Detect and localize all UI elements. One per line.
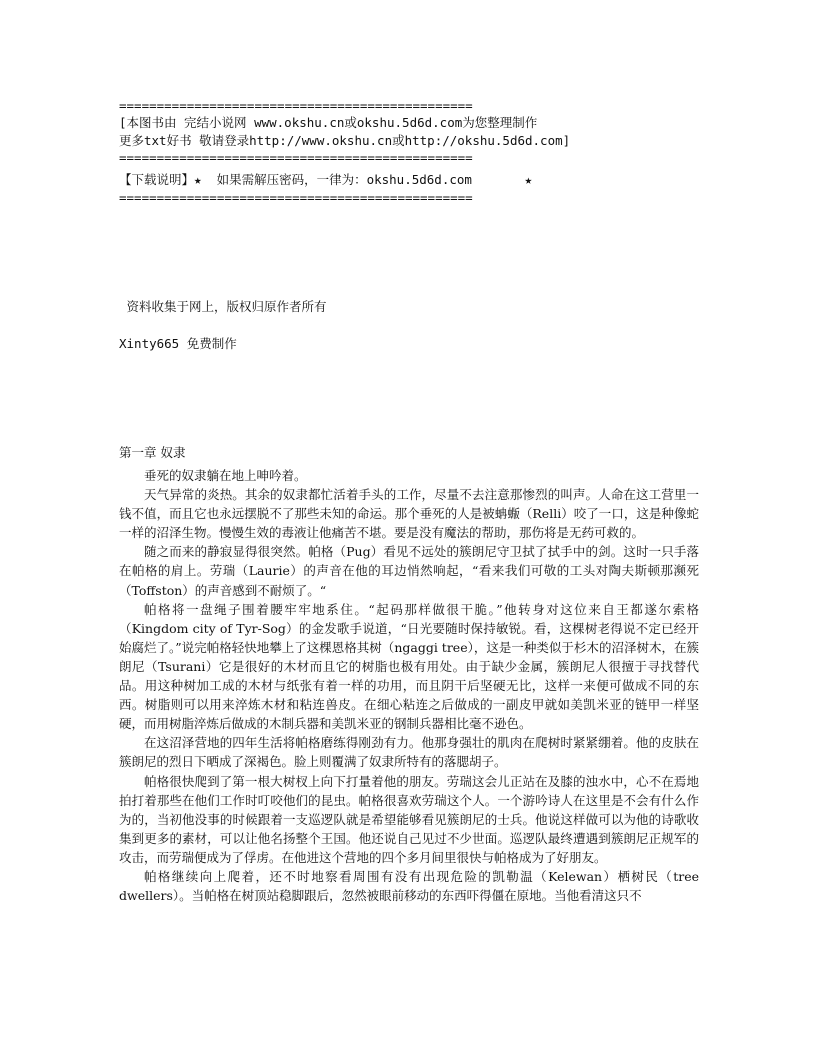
chapter-title: 第一章 奴隶 — [119, 445, 186, 460]
credit-line: Xinty665 免费制作 — [119, 336, 237, 351]
paragraph: 帕格很快爬到了第一根大树杈上向下打量着他的朋友。劳瑞这会儿正站在及膝的浊水中，心不在焉地拍打着那些在他们工作时叮咬他们的昆虫。帕格很喜欢劳瑞这个人。一个游吟诗人在这里是不会有什么作为的，当初他没事的时候跟着一支巡逻队就是希望能够看见簇朗尼的士兵。他说这样做可以为他的诗歌收集到更多的素材，可以让他名扬整个王国。他还说自己见过不少世面。巡逻队最终遭遇到簇朗尼正规军的攻击，而劳瑞便成为了俘虏。在他进这个营地的四个多月间里很快与帕格成为了好朋友。 — [119, 773, 699, 865]
paragraph: 天气异常的炎热。其余的奴隶都忙活着手头的工作，尽量不去注意那惨烈的叫声。人命在这工营里一钱不值，而且它也永远摆脱不了那些未知的命运。那个垂死的人是被蚺蝂（Relli）咬了一口，这是种像蛇一样的沼泽生物。慢慢生效的毒液让他痛苦不堪。要是没有魔法的帮助，那伤将是无药可救的。 — [119, 487, 699, 541]
paragraph: 帕格继续向上爬着，还不时地察看周围有没有出现危险的凯勒温（Kelewan）栖树民（tree dwellers）。当帕格在树顶站稳脚跟后，忽然被眼前移动的东西吓得僵在原地。当他看清这只不 — [119, 868, 699, 904]
header-rule: =============================================== — [119, 150, 473, 165]
header-line-source: [本图书由 完结小说网 www.okshu.cn或okshu.5d6d.com为您整理制作 — [119, 115, 538, 130]
paragraph: 帕格将一盘绳子围着腰牢牢地系住。“起码那样做很干脆。”他转身对这位来自王都遂尔索格（Kingdom city of Tyr-Sog）的金发歌手说道，“日光要随时保持敏锐。看，这棵树老得说不定已经开始腐烂了。”说完帕格轻快地攀上了这棵恩格其树（ngaggi tree），这是一种类似于杉木的沼泽树木，在簇朗尼（Tsurani）它是很好的木材而且它的树脂也极有用处。由于缺少金属，簇朗尼人很擅于寻找替代品。用这种树加工成的木材与纸张有着一样的功用，而且阴干后坚硬无比，这样一来便可做成不同的东西。树脂则可以用来淬炼木材和粘连兽皮。在细心粘连之后做成的一副皮甲就如美凯米亚的链甲一样坚硬，而用树脂淬炼后做成的木制兵器和美凯米亚的钢制兵器相比毫不逊色。 — [119, 601, 699, 732]
chapter-body — [119, 466, 699, 905]
header-rule: =============================================== — [119, 98, 473, 113]
copyright-notice: 资料收集于网上，版权归原作者所有 — [119, 299, 327, 314]
header-rule: =============================================== — [119, 190, 473, 205]
paragraph: 随之而来的静寂显得很突然。帕格（Pug）看见不远处的簇朗尼守卫拭了拭手中的剑。这时一只手落在帕格的肩上。劳瑞（Laurie）的声音在他的耳边悄然响起，“看来我们可敬的工头对陶夫斯顿那濒死（Toffston）的声音感到不耐烦了。“ — [119, 544, 699, 598]
header-line-more: 更多txt好书 敬请登录http://www.okshu.cn或http://okshu.5d6d.com] — [119, 133, 571, 148]
download-note: 【下载说明】★ 如果需解压密码，一律为：okshu.5d6d.com ★ — [119, 172, 533, 187]
paragraph: 垂死的奴隶躺在地上呻吟着。 — [144, 468, 307, 483]
paragraph: 在这沼泽营地的四年生活将帕格磨练得刚劲有力。他那身强壮的肌肉在爬树时紧紧绷着。他的皮肤在簇朗尼的烈日下晒成了深褐色。脸上则覆满了奴隶所特有的落腮胡子。 — [119, 735, 699, 770]
